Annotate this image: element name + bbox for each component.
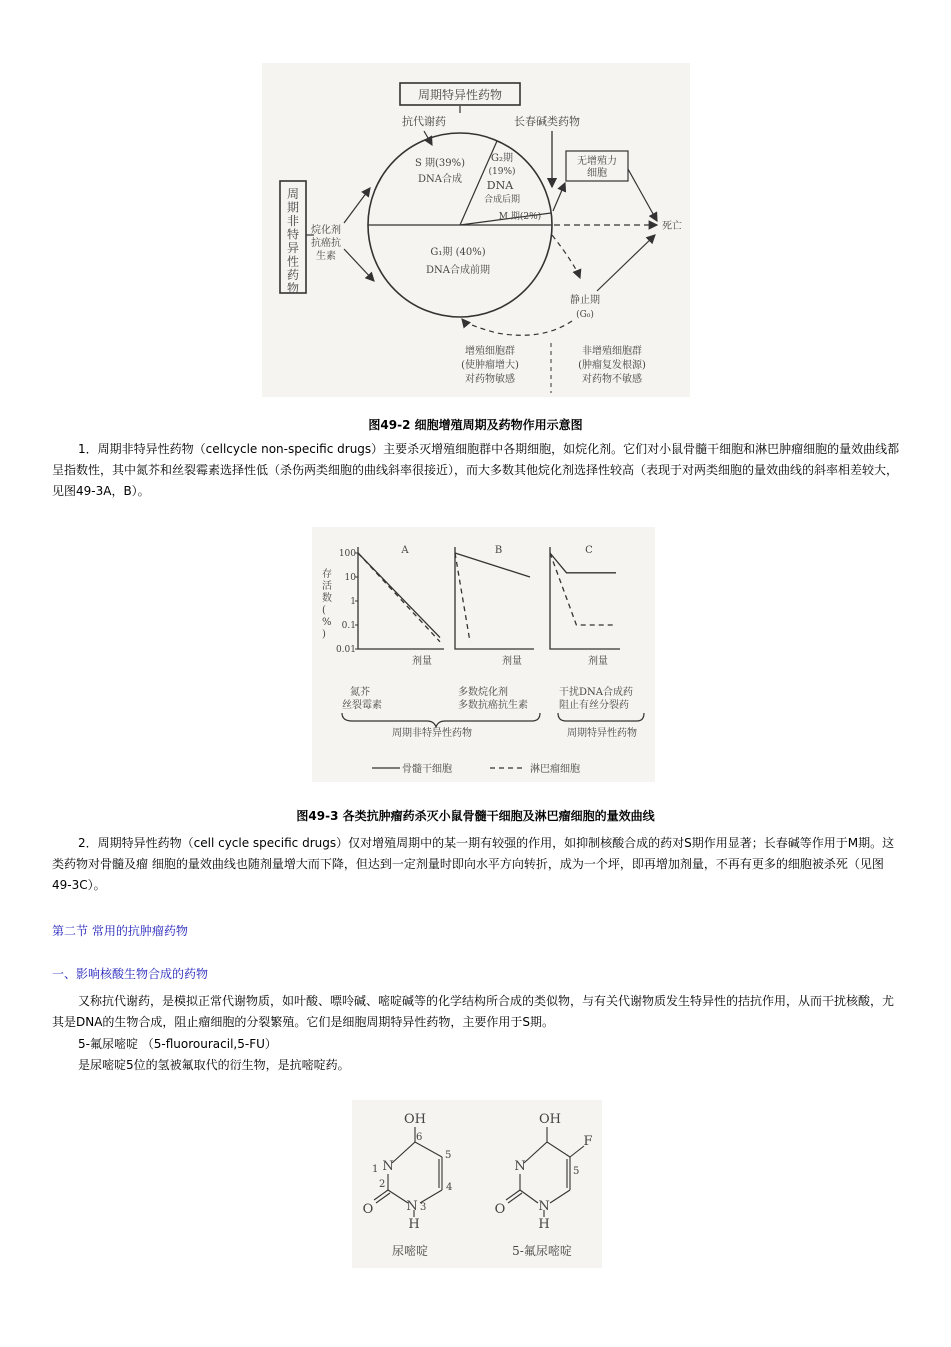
fig1-antimetabolite: 抗代谢药: [402, 115, 446, 128]
xaxis-label: 剂量: [502, 656, 522, 667]
fu-name: 5-氟尿嘧啶: [512, 1244, 572, 1258]
fig1-alkyl-2: 抗癌抗: [311, 238, 341, 249]
fig1-g2-dna: DNA: [486, 179, 514, 192]
fu-h: H: [538, 1217, 550, 1232]
chart-axes: [455, 547, 534, 649]
fig1-g2-pct: (19%): [488, 167, 516, 177]
uracil-n1: N: [382, 1159, 394, 1174]
ytick-label: 1: [350, 597, 356, 607]
panel-label: C: [585, 545, 593, 556]
fig1-prolif-3: 对药物敏感: [465, 374, 515, 385]
fu-label-5: 5: [573, 1166, 580, 1177]
series-line-lymphoma: [455, 553, 470, 642]
note-c1: 干扰DNA合成药: [559, 687, 633, 698]
fig1-alkyl: 烷化剂: [311, 225, 341, 236]
chart-axes: [550, 547, 620, 649]
fig1-g1-pre: DNA合成前期: [426, 265, 490, 276]
ytick-label: 0.1: [341, 621, 356, 631]
figure-49-2-caption: 图49-2 细胞增殖周期及药物作用示意图: [368, 418, 583, 432]
legend-dashed: 淋巴瘤细胞: [530, 764, 580, 775]
section-title: 第二节 常用的抗肿瘤药物: [52, 924, 188, 938]
fig1-g2: G₂期: [491, 153, 513, 164]
chart-panel-a: [355, 545, 444, 667]
note-b2: 多数抗癌抗生素: [458, 700, 528, 711]
uracil-label-2: 2: [379, 1179, 386, 1190]
uracil-oh: OH: [404, 1112, 426, 1127]
fig1-nonprolif: 无增殖力: [577, 156, 617, 167]
fu-n1: N: [514, 1159, 526, 1174]
fig1-vinca: 长春碱类药物: [514, 115, 580, 128]
fu-n3: N: [538, 1199, 550, 1214]
fig1-alkyl-3: 生素: [316, 251, 336, 262]
note-c2: 阻止有丝分裂药: [559, 700, 629, 711]
fig1-nonp-3: 对药物不敏感: [582, 374, 642, 385]
panel-label: A: [401, 545, 409, 556]
drug-5fu-description: 是尿嘧啶5位的氢被氟取代的衍生物，是抗嘧啶药。: [78, 1058, 350, 1072]
note-a2: 丝裂霉素: [342, 700, 382, 711]
paragraph-specific-drugs: 2．周期特异性药物（cell cycle specific drugs）仅对增殖周期中的某一期有较强的作用，如抑制核酸合成的药对S期作用显著；长春碱等作用于M期。这类药物对骨髓及瘤 细胞的量效曲线也随剂量增大而下降，但达到一定剂量时即向水平方向转折，成为一个坪，即再增加剂量，不再有更多的细胞被杀死（见图49-3C）。: [52, 836, 895, 892]
series-line-lymphoma: [550, 553, 616, 625]
figure-dose-response: [312, 527, 655, 782]
xaxis-label: 剂量: [588, 656, 608, 667]
figure-structures: [352, 1100, 602, 1268]
fig1-nonp: 非增殖细胞群: [582, 346, 642, 357]
fig1-s-phase: S 期(39%): [414, 158, 466, 169]
uracil-n3: N: [406, 1199, 418, 1214]
series-line-marrow: [550, 553, 616, 573]
chart-ylabel: 存活数( % ): [322, 569, 332, 640]
uracil-label-1: 1: [372, 1164, 379, 1175]
xaxis-label: 剂量: [412, 656, 432, 667]
fig1-title: 周期特异性药物: [417, 88, 503, 102]
fig1-prolif-2: (使肿瘤增大): [461, 360, 519, 371]
legend-solid: 骨髓干细胞: [402, 764, 452, 775]
ytick-label: 0.01: [335, 645, 356, 655]
fig1-g0-2: (G₀): [576, 310, 594, 320]
figure-49-3-caption: 图49-3 各类抗肿瘤药杀灭小鼠骨髓干细胞及淋巴瘤细胞的量效曲线: [296, 809, 655, 823]
group-nonspecific: 周期非特异性药物: [392, 728, 472, 739]
group-specific: 周期特异性药物: [567, 728, 637, 739]
series-line-marrow: [455, 553, 530, 577]
note-b1: 多数烷化剂: [458, 687, 508, 698]
fig1-g1: G₁期 (40%): [430, 247, 486, 258]
uracil-label-6: 6: [416, 1132, 423, 1143]
ytick-label: 10: [344, 573, 356, 583]
ytick-label: 100: [338, 549, 356, 559]
figure-cell-cycle: [262, 63, 690, 397]
fu-f: F: [583, 1134, 593, 1149]
fig1-death: 死亡: [662, 221, 682, 232]
fig1-s-phase-dna: DNA合成: [418, 174, 462, 185]
uracil-name: 尿嘧啶: [391, 1244, 429, 1258]
fig1-m-phase: M 期(2%): [498, 212, 542, 222]
fig1-prolif: 增殖细胞群: [465, 346, 515, 357]
fig1-left-box: 周期非特异性药物: [286, 187, 300, 296]
uracil-h: H: [408, 1217, 420, 1232]
drug-5fu-line: 5-氟尿嘧啶 （5-fluorouracil,5-FU）: [78, 1037, 277, 1051]
subsection-title: 一、影响核酸生物合成的药物: [52, 967, 209, 981]
chart-panel-b: [455, 545, 534, 667]
series-line-marrow: [358, 553, 440, 638]
paragraph-antimetabolites: 又称抗代谢药，是模拟正常代谢物质，如叶酸、嘌呤碱、嘧啶碱等的化学结构所合成的类似物，与有关代谢物质发生特异性的拮抗作用，从而干扰核酸，尤其是DNA的生物合成，阻止瘤细胞的分裂繁殖。它们是细胞周期特异性药物，主要作用于S期。: [52, 994, 895, 1029]
fig1-nonp-2: (肿瘤复发根源): [578, 360, 646, 371]
fig1-nonprolif-2: 细胞: [587, 168, 607, 179]
uracil-label-3: 3: [420, 1202, 427, 1213]
uracil-label-4: 4: [446, 1182, 453, 1193]
paragraph-nonspecific-drugs: 1．周期非特异性药物（cellcycle non-specific drugs）主要杀灭增殖细胞群中各期细胞，如烷化剂。它们对小鼠骨髓干细胞和淋巴肿瘤细胞的量效曲线都呈指数性，其中氮芥和丝裂霉素选择性低（杀伤两类细胞的曲线斜率很接近），而大多数其他烷化剂选择性较高（表现于对两类细胞的量效曲线的斜率相差较大，见图49-3A，B）。: [52, 442, 900, 498]
fu-o: O: [494, 1202, 506, 1217]
fu-oh: OH: [539, 1112, 561, 1127]
panel-label: B: [494, 545, 503, 556]
uracil-label-5: 5: [445, 1150, 452, 1161]
chart-panel-c: [550, 545, 620, 667]
note-a1: 氮芥: [350, 687, 370, 698]
fig1-g2-post: 合成后期: [483, 195, 521, 205]
fig1-g0: 静止期: [570, 295, 600, 306]
uracil-o: O: [362, 1202, 374, 1217]
series-line-lymphoma: [358, 553, 440, 642]
